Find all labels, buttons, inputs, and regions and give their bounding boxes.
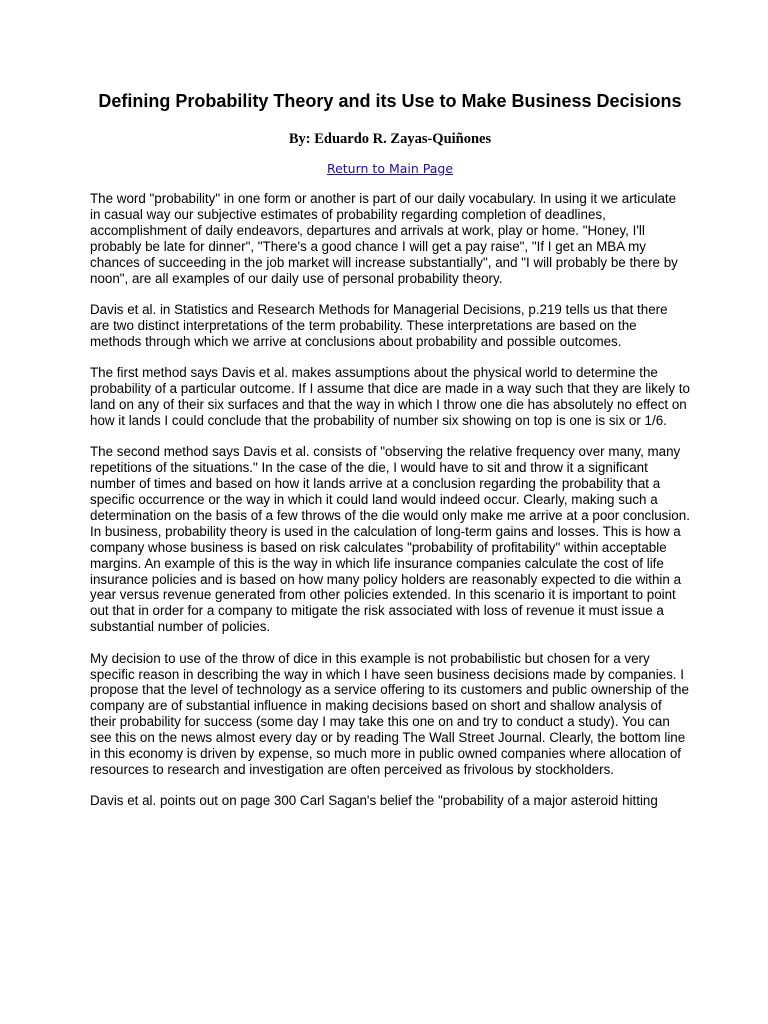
paragraph-two-interpretations: Davis et al. in Statistics and Research Methods for Managerial Decisions, p.219 tells us that there are two distinct interpretations of the term probability. These interpretations are based on the methods through which we arrive at conclusions about probability and possible outcomes. [90,301,668,349]
paragraph-first-method: The first method says Davis et al. makes assumptions about the physical world to determine the probability of a particular outcome. If I assume that dice are made in a way such that they are likely to land on any of their six surfaces and that the way in which I throw one die has absolutely no effect on how it lands I could conclude that the probability of number six showing on top is one is six or 1/6. [90,365,690,428]
document-page [90,90,690,809]
document-title: Defining Probability Theory and its Use to Make Business Decisions [98,91,682,111]
return-to-main-page-link[interactable]: Return to Main Page [326,161,454,176]
paragraph-business-probability: In business, probability theory is used in the calculation of long-term gains and losses. This is how a company whose business is based on risk calculates "probability of profitability" within acceptable margins. An example of this is the way in which life insurance companies calculate the cost of life insurance policies and is based on how many policy holders are reasonably expected to die within a year versus revenue generated from other policies extended. In this scenario it is important to point out that in order for a company to mitigate the risk associated with loss of revenue it must issue a substantial number of policies. [90,523,682,635]
paragraph-second-method: The second method says Davis et al. consists of "observing the relative frequency over many, many repetitions of the situations." In the case of the die, I would have to sit and throw it a significant number of times and based on how it lands arrive at a conclusion regarding the probability that a specific occurrence or the way in which it could land would indeed occur. Clearly, making such a determination on the basis of a few throws of the die would only make me arrive at a poor conclusion. [90,444,690,523]
author-byline: By: Eduardo R. Zayas-Quiñones [288,131,492,147]
paragraph-probability-vocabulary: The word "probability" in one form or another is part of our daily vocabulary. In using it we articulate in casual way our subjective estimates of probability regarding completion of deadlines, accomplishment of daily endeavors, departures and arrivals at work, play or home. "Honey, I'll probably be late for dinner", "There's a good chance I will get a pay raise", "If I get an MBA my chances of succeeding in the job market will increase substantially", and "I will probably be there by noon", are all examples of our daily use of personal probability theory. [90,191,678,286]
paragraph-dice-decision: My decision to use of the throw of dice in this example is not probabilistic but chosen for a very specific reason in describing the way in which I have seen business decisions made by companies. I propose that the level of technology as a service offering to its customers and public ownership of the company are of substantial influence in making decisions based on short and shallow analysis of their probability for success (some day I may take this one on and try to conduct a study). You can see this on the news almost every day or by reading The Wall Street Journal. Clearly, the bottom line in this economy is driven by expense, so much more in public owned companies where allocation of resources to research and investigation are often perceived as frivolous by stockholders. [90,650,689,777]
paragraph-carl-sagan: Davis et al. points out on page 300 Carl Sagan's belief the "probability of a major asteroid hitting [90,793,658,809]
